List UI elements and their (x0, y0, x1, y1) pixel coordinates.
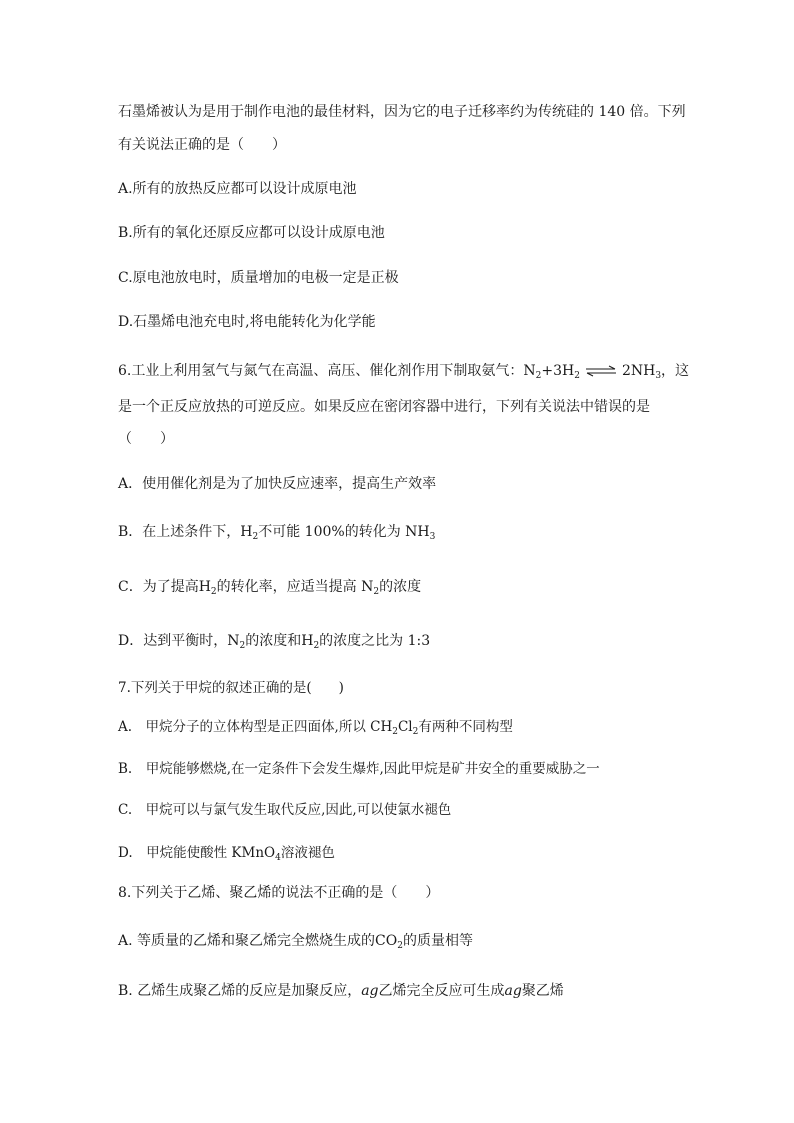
q8-option-a: A. 等质量的乙烯和聚乙烯完全燃烧生成的$CO_2$的质量相等 (118, 933, 473, 951)
q6-option-d: D．达到平衡时，$N_2$的浓度和$H_2$的浓度之比为 1:3 (118, 633, 431, 651)
q5-option-d: D.石墨烯电池充电时,将电能转化为化学能 (118, 314, 376, 330)
q7-option-d: D. 甲烷能使酸性 KMnO$_4$溶液褪色 (118, 845, 335, 863)
q7-option-c: C. 甲烷可以与氯气发生取代反应,因此,可以使氯水褪色 (118, 802, 452, 818)
q6-option-a: A．使用催化剂是为了加快反应速率，提高生产效率 (118, 476, 437, 492)
q6-stem-line3: （ ） (118, 431, 174, 447)
q7-option-b: B. 甲烷能够燃烧,在一定条件下会发生爆炸,因此甲烷是矿井安全的重要威胁之一 (118, 761, 600, 777)
q8-option-b: B. 乙烯生成聚乙烯的反应是加聚反应，ag乙烯完全反应可生成ag聚乙烯 (118, 983, 564, 999)
q6-option-c: C．为了提高$H_2$的转化率，应适当提高 $N_2$的浓度 (118, 579, 422, 597)
q6-stem-line2: 是一个正反应放热的可逆反应。如果反应在密闭容器中进行，下列有关说法中错误的是 (118, 399, 650, 415)
reversible-arrow-icon (584, 365, 618, 377)
q6-option-b: B．在上述条件下，$H_2$不可能 100%的转化为 $NH_3$ (118, 524, 436, 542)
q5-option-a: A.所有的放热反应都可以设计成原电池 (118, 181, 357, 197)
q7-option-a: A. 甲烷分子的立体构型是正四面体,所以 $CH_2Cl_2$有两种不同构型 (118, 719, 513, 737)
q5-option-b: B.所有的氧化还原反应都可以设计成原电池 (118, 225, 385, 241)
q7-stem: 7.下列关于甲烷的叙述正确的是( ) (118, 680, 344, 696)
q5-stem-line1: 石墨烯被认为是用于制作电池的最佳材料，因为它的电子迁移率约为传统硅的 140 倍。下列 (118, 104, 686, 120)
q5-stem-line2: 有关说法正确的是（ ） (118, 137, 286, 153)
q6-stem-line1: 6.工业上利用氢气与氮气在高温、高压、催化剂作用下制取氨气：$N_2+3H_2$ $2NH_3$，这 (118, 363, 690, 381)
q8-stem: 8.下列关于乙烯、聚乙烯的说法不正确的是（ ） (118, 885, 440, 901)
q5-option-c: C.原电池放电时，质量增加的电极一定是正极 (118, 270, 399, 286)
